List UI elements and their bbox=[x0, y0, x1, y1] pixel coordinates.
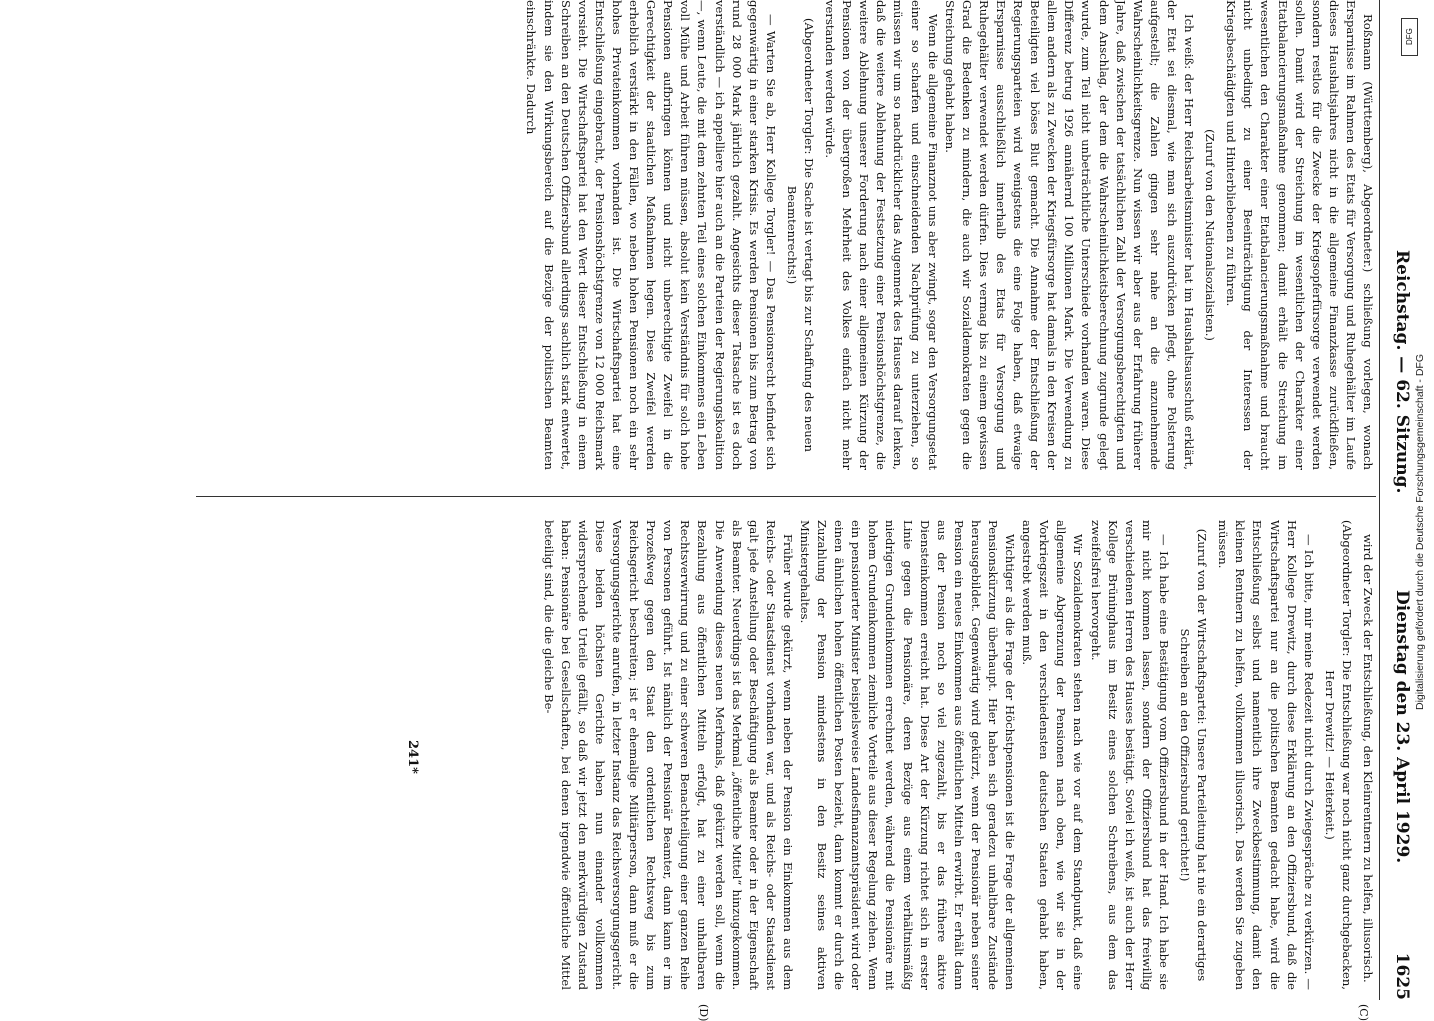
header-rule bbox=[1379, 0, 1380, 1000]
header-right: Dienstag den 23. April 1929. bbox=[1392, 590, 1412, 864]
header-left: Reichstag. — 62. Sitzung. bbox=[1392, 250, 1412, 494]
page-number: 1625 bbox=[1392, 952, 1412, 1000]
interjection: (Abgeordneter Torgler: Die Sache ist vertagt bis zur Schaffung des neuen Beamtenrechts!) bbox=[784, 17, 816, 452]
interjection: (Abgeordneter Torgler: Die Entschließung war noch nicht ganz durchgebacken, Herr Drewitz! — Heiterkeit.) bbox=[1322, 520, 1354, 990]
column-divider bbox=[196, 496, 1376, 497]
interjection: (Zuruf von der Wirtschaftspartei: Unsere Parteileitung hat nie ein derartiges Schreiben an den Offiziersbund gerichtet!) bbox=[1178, 528, 1210, 982]
paragraph: — Warten Sie ab, Herr Kollege Torgler! — Das Pensionsrecht befindet sich gegenwärtig in einer starken Krisis. Es werden Pensionen bis zum Betrag von rund 28 000 Mark jährlich gezahlt. Angesichts dieser Tatsache ist es doch verständlich — ich appelliere hier auch an die Parteien der Regierungskoalition —, wenn Leute, die mit dem zehnten Teil eines solchen Einkommens ein Leben voll Mühe und Arbeit führen müssen, absolut kein Verständnis für solch hohe Pensionen aufbringen können und nicht unberechtigte Zweifel in die Gerechtigkeit der staatlichen Maßnahmen hegen. Diese Zweifel werden erheblich verstärkt in den Fällen, wo neben hohen Pensionen noch ein sehr hohes Privateinkommen vorhanden ist. Die Wirtschaftspartei hat eine Entschließung eingebracht, der Pensionshöchstgrenze von 12 000 Reichsmark vorsieht. Die Wirtschaftspartei hat den Wert dieser Entschließung in einem Schreiben an den Deutschen Offiziersbund allerdings sachlich stark entwertet, indem sie den Wirkungsbereich auf die Bezüge der politischen Beamten einschränkte. Dadurch bbox=[524, 0, 778, 470]
text-column-right bbox=[356, 520, 1376, 990]
paragraph: Roßmann (Württemberg), Abgeordneter.) schließung vorlegen, wonach Ersparnisse im Rahmen des Etats für Versorgung und Ruhegehälter im Laufe dieses Haushaltsjahres nicht in die allgemeine Finanzkasse zurückfließen, sondern restlos für die Zwecke der Kriegsopferfürsorge verwendet werden sollen. Damit wird der Streichung im wesentlichen der Charakter einer Etatbalancierungsmaßnahme genommen; damit erhält die Streichung im wesentlichen den Charakter einer Etatbalancierungsmaßnahme und braucht nicht unbedingt zu einer Beeinträchtigung der Interessen der Kriegsbeschädigten und Hinterbliebenen zu führen. bbox=[1224, 0, 1375, 470]
text-column-left bbox=[356, 0, 1376, 470]
signature-mark: 241* bbox=[405, 740, 420, 774]
dfg-logo: DFG bbox=[1401, 18, 1418, 56]
paragraph: wird der Zweck der Entschließung, den Kleinrentnern zu helfen, illusorisch. bbox=[1361, 534, 1375, 983]
paragraph: — Ich habe eine Bestätigung vom Offiziersbund in der Hand. Ich habe sie mir nicht kommen lassen, sondern der Offiziersbund hat das freiwillig verschiedenen Herren des Hauses bestätigt. Soviel ich weiß, ist auch der Herr Kollege Brüninghaus im Besitz eines solchen Schreibens, aus dem das zweifelsfrei hervorgeht. bbox=[1088, 520, 1171, 990]
rotated-page bbox=[90, 0, 1420, 1021]
paragraph: Wir Sozialdemokraten stehen nach wie vor auf dem Standpunkt, daß eine allgemeine Abgrenzung der Pensionen nach oben, wie wir sie in der Vorkriegszeit in den verschiedensten deutschen Staaten gehabt haben, angestrebt werden muß. bbox=[1020, 520, 1086, 990]
digitization-credit bbox=[1400, 10, 1426, 990]
paragraph: Wenn die allgemeine Finanznot uns aber zwingt, sogar den Versorgungsetat einer so scharfen und einschneidenden Nachprüfung zu unterziehen, so müssen wir um so nachdrücklicher das Augenmerk des Hauses darauf lenken, daß die weitere Ablehnung der Festsetzung einer Pensionshöchstgrenze, die weitere Ablehnung unserer Forderung nach einer allgemeinen Kürzung der Pensionen von der übergroßen Mehrheit des Volkes einfach nicht mehr verstanden werden würde. bbox=[823, 0, 940, 470]
interjection: (Zuruf von den Nationalsozialisten.) bbox=[1203, 129, 1218, 341]
paragraph: Früher wurde gekürzt, wenn neben der Pension ein Einkommen aus dem Reichs- oder Staatsdienst vorhanden war, und als Reichs- oder Staatsdienst galt jede Anstellung oder Beschäftigung als Beamter oder in der Eigenschaft als Beamter. Neuerdings ist das Merkmal „öffentliche Mittel“ hinzugekommen. Die Anwendung dieses neuen Merkmals, daß gekürzt werden soll, wenn die Bezahlung aus öffentlichen Mitteln erfolgt, hat zu einer unhaltbaren Rechtsverwirrung und zu einer schweren Benachteiligung einer ganzen Reihe von Personen geführt. Ist nämlich der Pensionär Beamter, dann kann er im Prozeßweg gegen den Staat den ordentlichen Rechtsweg bis zum Reichsgericht beschreiten; ist er ehemalige Militärperson, dann muß er die Versorgungsgerichte anrufen, in letzter Instanz das Reichsversorgungsgericht. Diese beiden höchsten Gerichte haben nun einander vollkommen widersprechende Urteile gefällt, so daß wir jetzt den merkwürdigen Zustand haben: Pensionäre bei Gesellschaften, bei denen irgendwie öffentliche Mittel beteiligt sind, die die gleiche Be- bbox=[541, 520, 795, 990]
credit-text: Digitalisierung gefördert durch die Deutsche Forschungsgemeinschaft - DFG bbox=[1414, 353, 1426, 710]
paragraph: Ich weiß: der Herr Reichsarbeitsminister hat im Haushaltsausschuß erklärt, der Etat sei diesmal, wie man sich auszudrücken pflegt, ohne Polsterung aufgestellt; die Zahlen gingen sehr nahe an die anzunehmende Wahrscheinlichkeitsgrenze. Nun wissen wir aber aus der Erfahrung früherer Jahre, daß zwischen der tatsächlichen Zahl der Versorgungsberechtigten und dem Anschlag, der dem die Wahrscheinlichkeitsberechnung zugrunde gelegt wurde, zum Teil nicht unbeträchtliche Unterschiede vorhanden waren. Diese Differenz betrug 1926 annähernd 100 Millionen Mark. Die Verwendung zu allem andern als zu Zwecken der Kriegsfürsorge hat damals in den Kreisen der Beteiligten viel böses Blut gemacht. Die Annahme der Entschließung der Regierungsparteien wird wenigstens die eine Folge haben, daß etwaige Ersparnisse ausschließlich innerhalb des Etats für Versorgung und Ruhegehälter verwendet werden dürfen. Dies vermag bis zu einem gewissen Grad die Bedenken zu mindern, die auch wir Sozialdemokraten gegen die Streichung gehabt haben. bbox=[942, 0, 1197, 470]
paragraph: — Ich bitte, mir meine Redezeit nicht durch Zwiegespräche zu verkürzen. — Herr Kollege Drewitz, durch diese Erklärung an den Offiziersbund, daß die Wirtschaftspartei nur an die politischen Beamten gedacht habe, wird die Entschließung selbst und namentlich ihre Zweckbestimmung, damit den kleinen Rentnern zu helfen, vollkommen illusorisch. Das werden Sie zugeben müssen. bbox=[1216, 520, 1316, 990]
margin-marker-d: (D) bbox=[697, 1004, 710, 1021]
paragraph: Wichtiger als die Frage der Höchstpensionen ist die Frage der allgemeinen Pensionskürzung überhaupt. Hier haben sich geradezu unhaltbare Zustände herausgebildet. Gegenwärtig wird gekürzt, wenn der Pensionär neben seiner Pension ein neues Einkommen aus öffentlichen Mitteln erwirbt. Er erhält dann aus der Pension noch so viel zugezahlt, bis er das frühere aktive Diensteinkommen erreicht hat. Diese Art der Kürzung richtet sich in erster Linie gegen die Pensionäre, deren Bezüge aus einem verhältnismäßig niedrigen Grundeinkommen errechnet werden, während die Pensionäre mit hohem Grundeinkommen ziemliche Vorteile aus dieser Regelung ziehen. Wenn ein pensionierter Minister beispielsweise Landesfinanzamtspräsident wird oder einen ähnlichen hohen öffentlichen Posten bezieht, dann kommt er durch die Zuzahlung der Pension mindestens in den Besitz seines aktiven Ministergehaltes. bbox=[798, 520, 1018, 990]
margin-marker-c: (C) bbox=[1357, 1004, 1370, 1021]
